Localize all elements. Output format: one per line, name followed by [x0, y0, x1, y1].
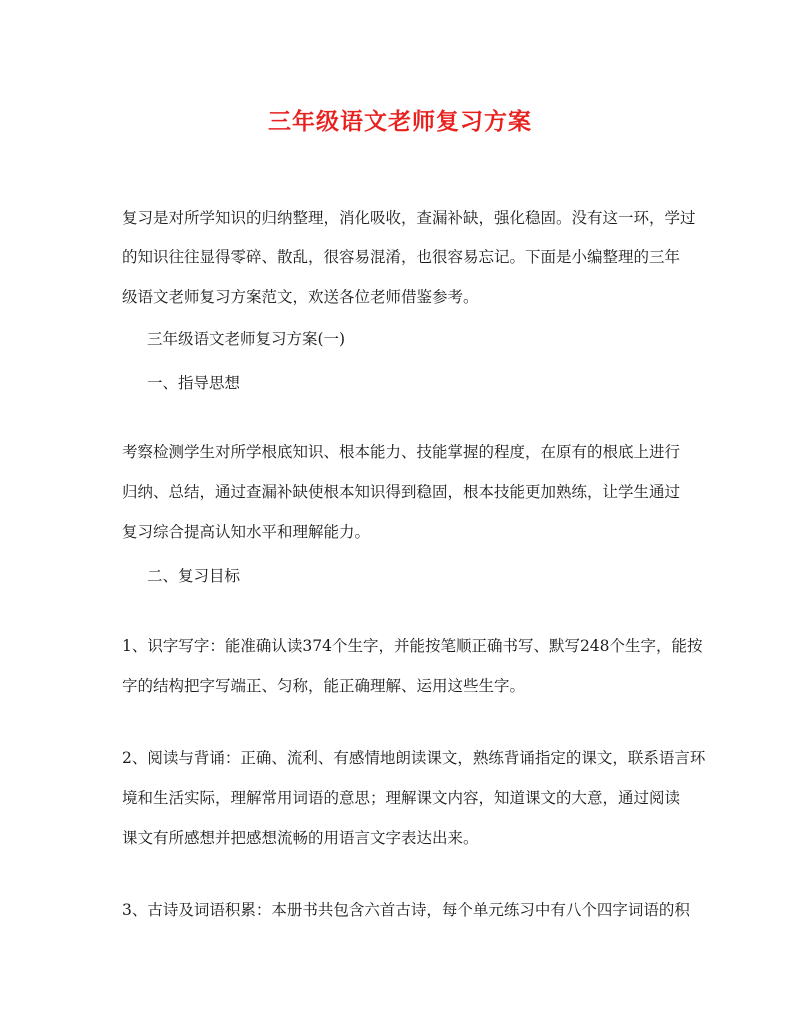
goal1-line-1: 1、识字写字：能准确认读374个生字，并能按笔顺正确书写、默写248个生字，能按: [122, 637, 703, 655]
document-title: 三年级语文老师复习方案: [268, 108, 532, 135]
section-title: 三年级语文老师复习方案(一): [147, 330, 346, 348]
goal2-line-1: 2、阅读与背诵：正确、流利、有感情地朗读课文，熟练背诵指定的课文，联系语言环: [122, 749, 706, 767]
guiding-line-2: 归纳、总结，通过查漏补缺使根本知识得到稳固，根本技能更加熟练，让学生通过: [122, 483, 681, 501]
intro-line-2: 的知识往往显得零碎、散乱，很容易混淆，也很容易忘记。下面是小编整理的三年: [122, 248, 681, 266]
guiding-line-1: 考察检测学生对所学根底知识、根本能力、技能掌握的程度，在原有的根底上进行: [122, 443, 681, 461]
intro-line-3: 级语文老师复习方案范文，欢送各位老师借鉴参考。: [122, 288, 479, 306]
heading-guiding-ideology: 一、指导思想: [147, 374, 241, 392]
guiding-line-3: 复习综合提高认知水平和理解能力。: [122, 523, 371, 541]
goal2-line-3: 课文有所感想并把感想流畅的用语言文字表达出来。: [122, 829, 479, 847]
goal1-line-2: 字的结构把字写端正、匀称，能正确理解、运用这些生字。: [122, 677, 526, 695]
intro-line-1: 复习是对所学知识的归纳整理，消化吸收，查漏补缺，强化稳固。没有这一环，学过: [122, 209, 696, 227]
heading-review-goals: 二、复习目标: [147, 567, 241, 585]
goal3-line-1: 3、古诗及词语积累：本册书共包含六首古诗，每个单元练习中有八个四字词语的积: [122, 901, 690, 919]
goal2-line-2: 境和生活实际，理解常用词语的意思；理解课文内容，知道课文的大意，通过阅读: [122, 789, 681, 807]
